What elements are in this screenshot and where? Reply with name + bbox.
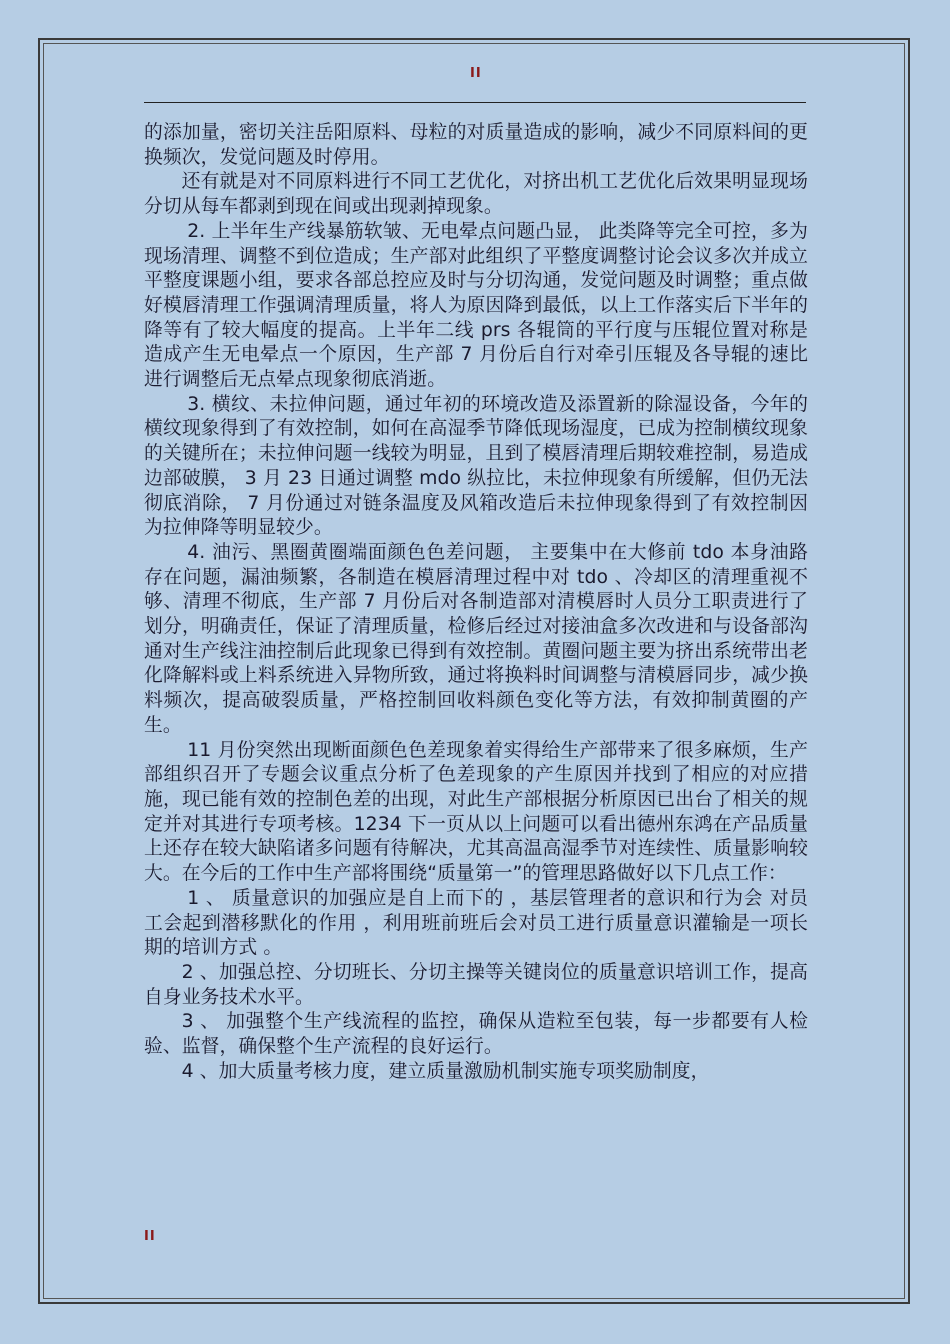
paragraph-action-4: 4 、加大质量考核力度，建立质量激励机制实施专项奖励制度， [181, 1060, 710, 1082]
paragraph-action-2: 2 、加强总控、分切班长、分切主操等关键岗位的质量意识培训工作，提高自身业务技术水平。 [144, 961, 808, 1008]
header-page-mark: II [470, 66, 482, 81]
paragraph-item-3: 3. 横纹、未拉伸问题，通过年初的环境改造及添置新的除湿设备，今年的横纹现象得到了有效控制，如何在高湿季节降低现场湿度，已成为控制横纹现象的关键所在；未拉伸问题一线较为明显，且到了模唇清理后期较难控制，易造成边部破膜， 3 月 23 日通过调整 mdo 纵拉比，未拉伸现象有所缓解，但仍无法彻底消除， 7 月份通过对链条温度及风箱改造后未拉伸现象得到了有效控制因为拉伸降等明显较少。 [144, 393, 808, 539]
paragraph: 11 月份突然出现断面颜色色差现象着实得给生产部带来了很多麻烦，生产部组织召开了专题会议重点分析了色差现象的产生原因并找到了相应的对应措施，现已能有效的控制色差的出现，对此生产部根据分析原因已出台了相关的规定并对其进行专项考核。1234 下一页从以上问题可以看出德州东鸿在产品质量上还存在较大缺陷诸多问题有待解决，尤其高温高湿季节对连续性、质量影响较大。在今后的工作中生产部将围绕“质量第一”的管理思路做好以下几点工作： [144, 739, 808, 885]
paragraph-item-2: 2. 上半年生产线暴筋软皱、无电晕点问题凸显， 此类降等完全可控，多为现场清理、调整不到位造成；生产部对此组织了平整度调整讨论会议多次并成立平整度课题小组，要求各部总控应及时与分切沟通，发觉问题及时调整；重点做好模唇清理工作强调清理质量，将人为原因降到最低，以上工作落实后下半年的降等有了较大幅度的提高。上半年二线 prs 各辊筒的平行度与压辊位置对称是造成产生无电晕点一个原因，生产部 7 月份后自行对牵引压辊及各导辊的速比进行调整后无点晕点现象彻底消逝。 [144, 220, 808, 391]
paragraph-item-4: 4. 油污、黑圈黄圈端面颜色色差问题， 主要集中在大修前 tdo 本身油路存在问题，漏油频繁，各制造在模唇清理过程中对 tdo 、冷却区的清理重视不够、清理不彻底，生产部 7 月份后对各制造部对清模唇时人员分工职责进行了划分，明确责任，保证了清理质量，检修后经过对接油盒多次改进和与设备部沟通对生产线注油控制后此现象已得到有效控制。黄圈问题主要为挤出系统带出老化降解料或上料系统进入异物所致，通过将换料时间调整与清模唇同步，减少换料频次，提高破裂质量，严格控制回收料颜色变化等方法，有效抑制黄圈的产生。 [144, 541, 808, 736]
paragraph-continued: 的添加量，密切关注岳阳原料、母粒的对质量造成的影响，减少不同原料间的更换频次，发觉问题及时停用。 [144, 122, 808, 168]
header-divider [144, 102, 806, 103]
document-body [144, 121, 808, 1084]
paragraph-action-1: 1 、 质量意识的加强应是自上而下的 ，基层管理者的意识和行为会 对员工会起到潜移默化的作用 ，利用班前班后会对员工进行质量意识灌输是一项长期的培训方式 。 [144, 887, 808, 959]
footer-page-mark: II [144, 1229, 156, 1244]
paragraph-action-3: 3 、 加强整个生产线流程的监控，确保从造粒至包装，每一步都要有人检验、监督，确保整个生产流程的良好运行。 [144, 1011, 808, 1058]
paragraph: 还有就是对不同原料进行不同工艺优化，对挤出机工艺优化后效果明显现场分切从每车都剥到现在间或出现剥掉现象。 [144, 171, 808, 218]
